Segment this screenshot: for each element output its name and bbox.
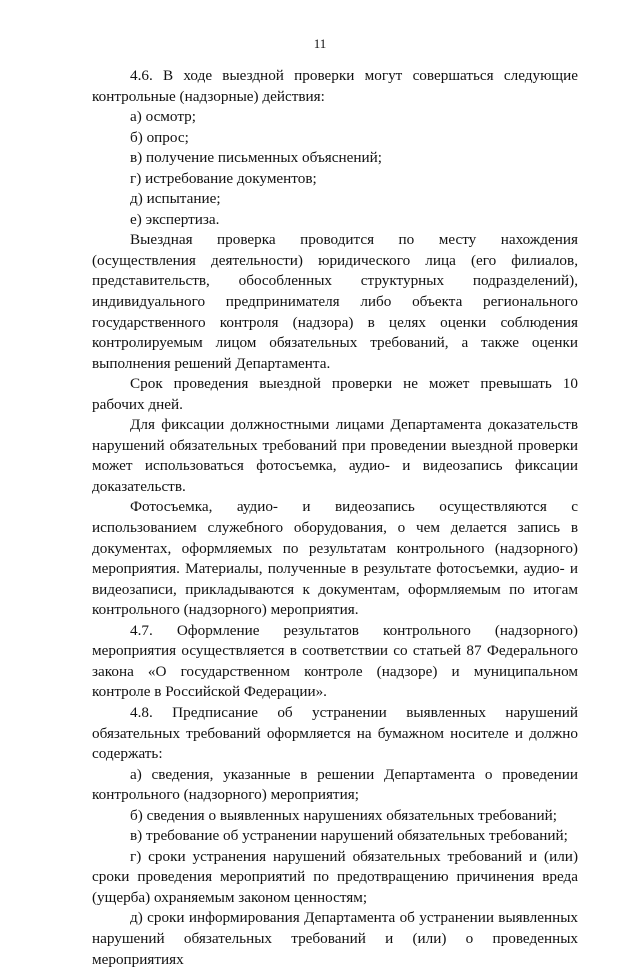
- prescription-item-b: б) сведения о выявленных нарушениях обязательных требований;: [130, 806, 557, 824]
- list-item-testing: д) испытание;: [130, 190, 221, 208]
- prescription-item-d: г) сроки устранения нарушений обязательных требований и (или) сроки проведения мероприятий по предотвращению причинения вреда (ущерба) охраняемым законом ценностям;: [92, 847, 578, 906]
- paragraph-4-6-intro: 4.6. В ходе выездной проверки могут совершаться следующие контрольные (надзорные) действия:: [92, 67, 578, 105]
- list-item-document-request: г) истребование документов;: [130, 169, 317, 187]
- paragraph-inspection-location: Выездная проверка проводится по месту нахождения (осуществления деятельности) юридического лица (его филиалов, представительств, обособленных структурных подразделений), индивидуального предпринимателя либо объекта регионального государственного контроля (надзора) в целях оценки соблюдения контролируемым лицом обязательных требований, а также оценки выполнения решений Департамента.: [92, 231, 578, 372]
- list-item-written-explanations: в) получение письменных объяснений;: [130, 149, 383, 167]
- paragraph-4-8: 4.8. Предписание об устранении выявленных нарушений обязательных требований оформляется на бумажном носителе и должно содержать:: [92, 703, 578, 763]
- paragraph-evidence-recording: Для фиксации должностными лицами Департамента доказательств нарушений обязательных требований при проведении выездной проверки может использоваться фотосъемка, аудио- и видеозапись фиксации доказательств.: [92, 416, 578, 495]
- paragraph-photo-video: Фотосъемка, аудио- и видеозапись осуществляются с использованием служебного оборудования, о чем делается запись в документах, оформляемых по результатам контрольного (надзорного) мероприятия. Материалы, полученные в результате фотосъемки, аудио- и видеозаписи, прикладываются к документам, оформляемым по итогам контрольного (надзорного) мероприятия.: [92, 498, 578, 619]
- page-number: 11: [313, 36, 327, 51]
- prescription-item-e: д) сроки информирования Департамента об устранении выявленных нарушений обязательных требований и (или) о проведенных мероприятиях: [92, 909, 578, 968]
- document-body: [92, 66, 578, 970]
- paragraph-4-7: 4.7. Оформление результатов контрольного (надзорного) мероприятия осуществляется в соответствии со статьей 87 Федерального закона «О государственном контроле (надзоре) и муниципальном контроле в Российской Федерации».: [92, 621, 578, 701]
- paragraph-inspection-duration: Срок проведения выездной проверки не может превышать 10 рабочих дней.: [92, 375, 578, 413]
- list-item-expertise: е) экспертиза.: [130, 210, 220, 228]
- prescription-item-a: а) сведения, указанные в решении Департамента о проведении контрольного (надзорного) мероприятия;: [92, 765, 578, 804]
- prescription-item-c: в) требование об устранении нарушений обязательных требований;: [130, 827, 568, 845]
- list-item-inspection: а) осмотр;: [130, 108, 196, 126]
- list-item-survey: б) опрос;: [130, 128, 189, 146]
